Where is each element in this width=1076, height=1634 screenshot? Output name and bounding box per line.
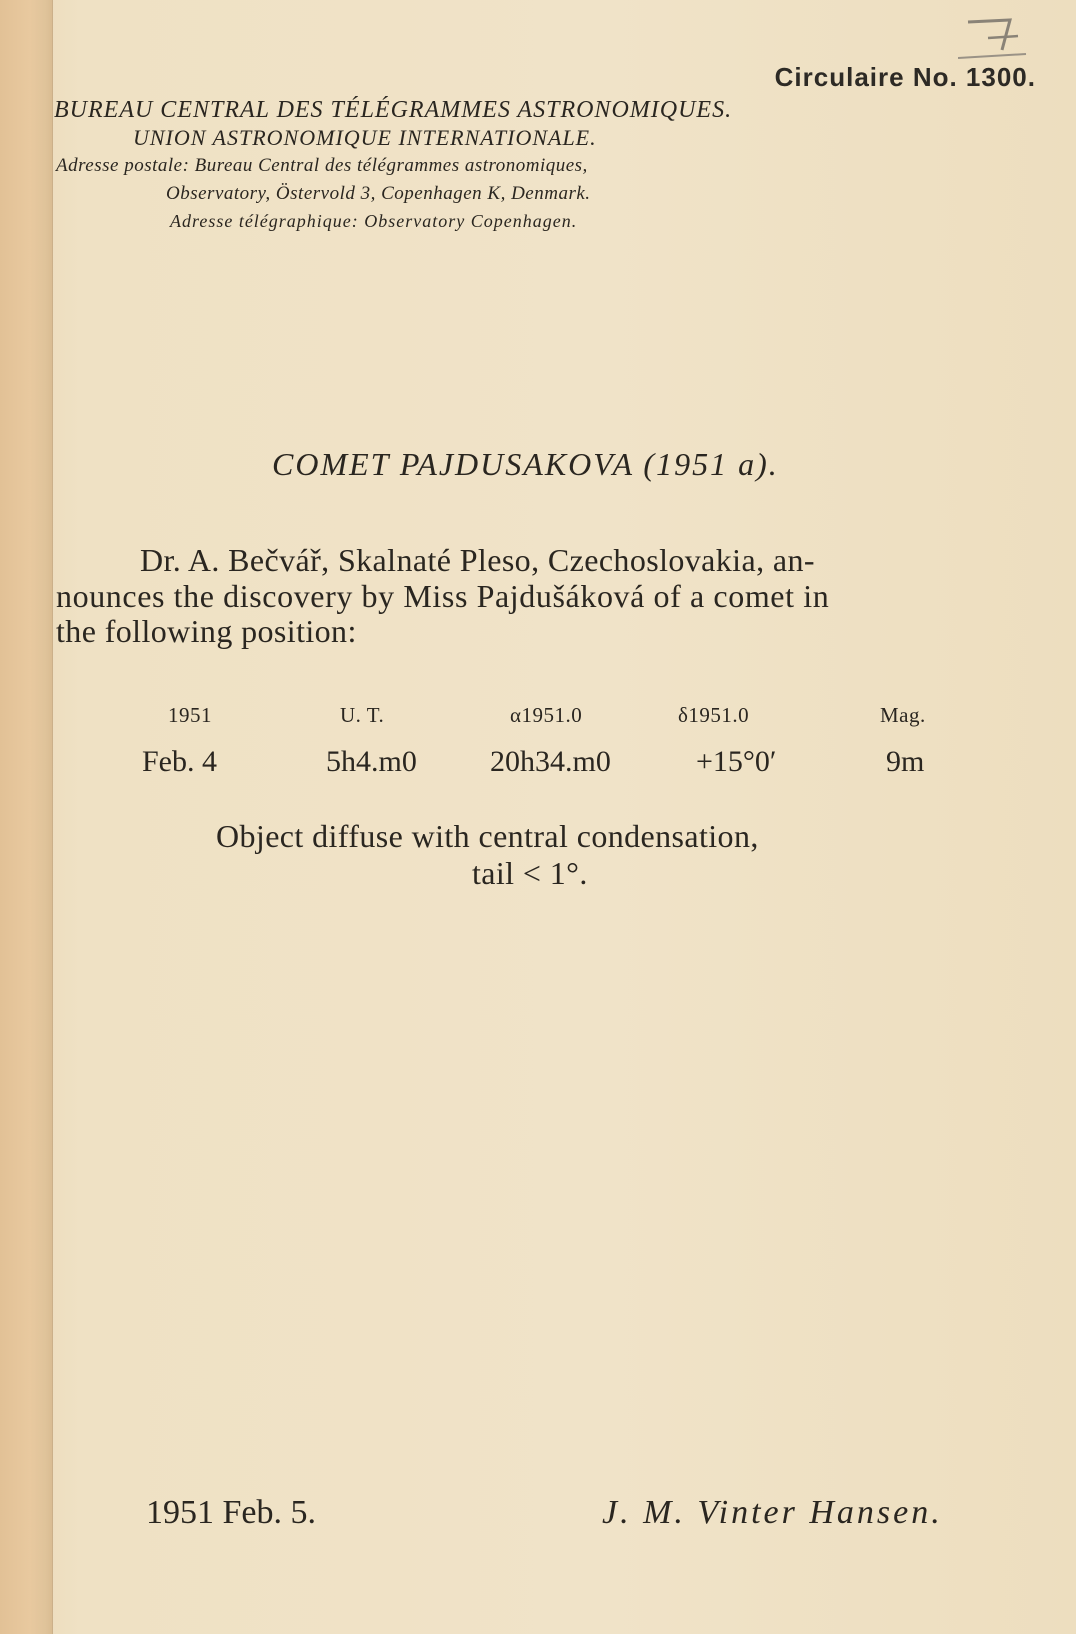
body-line-1: Dr. A. Bečvář, Skalnaté Pleso, Czechoslovakia, an- [140,542,815,578]
issue-date: 1951 Feb. 5. [146,1494,316,1531]
comet-title: COMET PAJDUSAKOVA (1951 a). [272,446,779,482]
description-line-2: tail < 1°. [472,855,588,891]
handwritten-pencil-mark [958,10,1028,60]
signature: J. M. Vinter Hansen. [602,1494,943,1531]
table-header-dec: δ1951.0 [678,703,750,727]
table-cell-mag: 9m [886,745,925,778]
table-header-ut: U. T. [340,703,385,727]
table-cell-ut: 5h4.m0 [326,745,417,778]
bureau-name: BUREAU CENTRAL DES TÉLÉGRAMMES ASTRONOMIQUES. [54,97,733,123]
body-line-3: the following position: [56,613,357,649]
body-line-2: nounces the discovery by Miss Pajdušáková of a comet in [56,578,830,614]
postal-address-line2: Observatory, Östervold 3, Copenhagen K, Denmark. [166,183,591,204]
union-name: UNION ASTRONOMIQUE INTERNATIONALE. [133,125,597,150]
circular-number: Circulaire No. 1300. [774,62,1036,92]
table-header-mag: Mag. [880,703,926,727]
description-line-1: Object diffuse with central condensation, [216,818,759,854]
table-cell-dec: +15°0′ [696,745,777,778]
postal-address-line1: Adresse postale: Bureau Central des télégrammes astronomiques, [56,155,588,176]
table-header-year: 1951 [168,703,212,727]
table-cell-ra: 20h34.m0 [490,745,611,778]
table-header-ra: α1951.0 [510,703,583,727]
table-cell-date: Feb. 4 [142,745,217,778]
telegraphic-address: Adresse télégraphique: Observatory Copenhagen. [170,211,578,231]
binding-strip [0,0,53,1634]
